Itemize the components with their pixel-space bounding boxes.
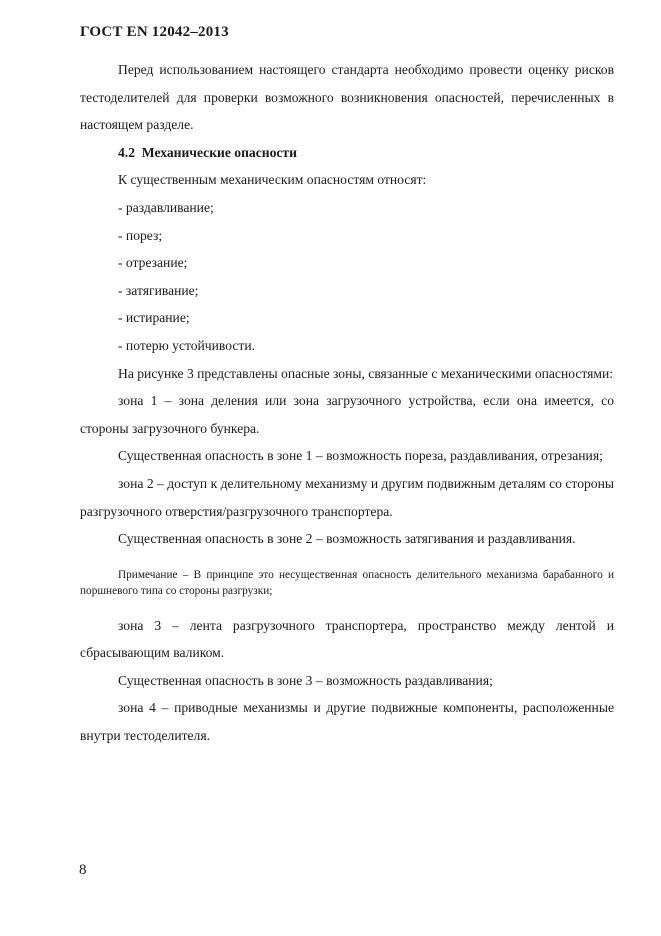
intro-paragraph: Перед использованием настоящего стандарта необходимо провести оценку рисков тестоделителей для проверки возможного возникновения опасностей, перечисленных в настоящем разделе. [80,62,614,133]
hazard-list-item: - потерю устойчивости. [118,337,256,353]
page-header-standard-code: ГОСТ EN 12042–2013 [80,24,229,40]
hazard-list-item: - истирание; [118,310,190,326]
hazard-list-item: - раздавливание; [118,199,214,215]
section-number: 4.2 [118,144,135,160]
hazard-list-item: - затягивание; [118,282,199,298]
zone-1-paragraph: зона 1 – зона деления или зона загрузочного устройства, если она имеется, со стороны загрузочного бункера. [80,393,614,436]
zone-3-paragraph: зона 3 – лента разгрузочного транспортера, пространство между лентой и сбрасывающим валиком. [80,617,614,661]
hazards-intro: К существенным механическим опасностям относят: [118,172,427,188]
hazard-list-item: - порез; [118,227,163,243]
zone-3-hazard-paragraph: Существенная опасность в зоне 3 – возможность раздавливания; [118,672,493,688]
zone-2-paragraph: зона 2 – доступ к делительному механизму и другим подвижным деталям со стороны разгрузочного отверстия/разгрузочного транспортера. [80,475,614,519]
figure-reference-paragraph: На рисунке 3 представлены опасные зоны, связанные с механическими опасностями: [118,365,614,381]
section-heading [80,139,614,167]
zone-4-paragraph: зона 4 – приводные механизмы и другие подвижные компоненты, расположенные внутри тестоделителя. [80,700,614,744]
hazard-list-item: - отрезание; [118,255,188,271]
zone-2-hazard-paragraph: Существенная опасность в зоне 2 – возможность затягивания и раздавливания. [118,531,576,547]
page-number: 8 [79,862,87,878]
note-paragraph: Примечание – В принципе это несущественная опасность делительного механизма барабанного и поршневого типа со стороны разгрузки; [80,568,614,598]
section-title: Механические опасности [141,144,297,160]
document-body [80,56,614,750]
zone-1-hazard-paragraph: Существенная опасность в зоне 1 – возможность пореза, раздавливания, отрезания; [118,448,603,464]
